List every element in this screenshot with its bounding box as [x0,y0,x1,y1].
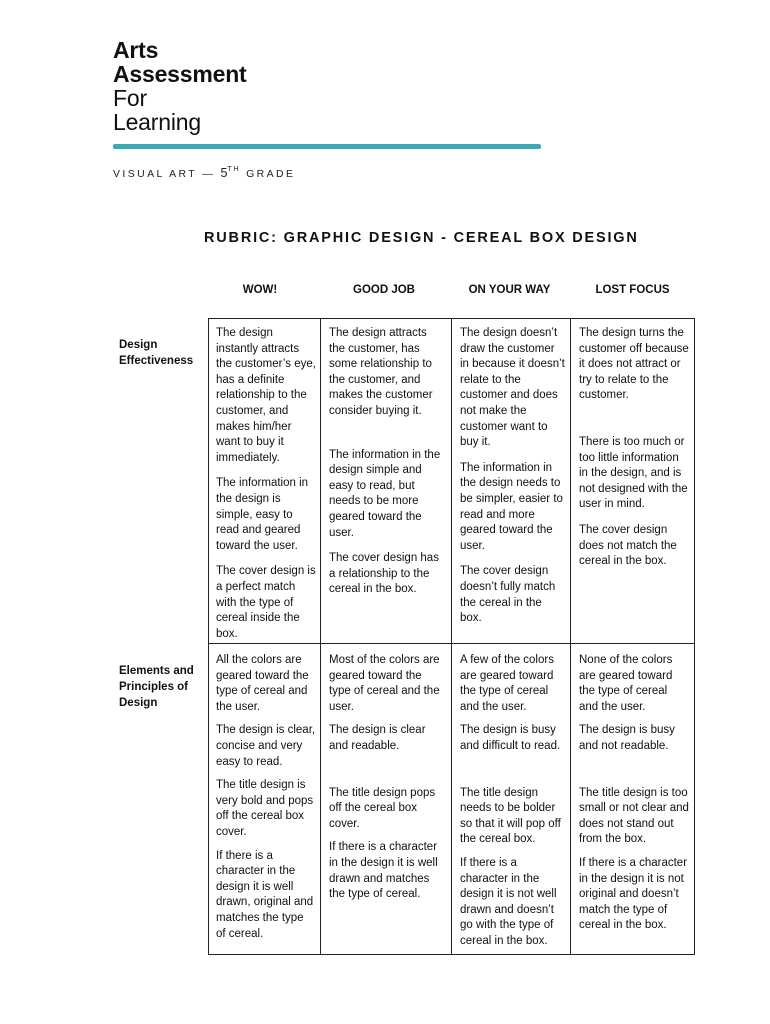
rubric-title: RUBRIC: GRAPHIC DESIGN - CEREAL BOX DESIGN [204,230,639,246]
cell-paragraph: The design turns the customer off because it does not attract or try to relate to the customer. [579,327,689,402]
row-label-line: Principles of [119,681,189,693]
cell-paragraph: The title design pops off the cereal box cover. [329,786,436,830]
column-divider [320,318,321,955]
cell-paragraph: Most of the colors are geared toward the type of cereal and the user. [329,654,440,713]
row-label-line: Design [119,339,158,351]
cell-paragraph: If there is a character in the design it is well drawn, original and matches the type of cereal. [216,849,314,940]
table-cell [329,326,444,598]
table-cell [579,326,689,570]
row-label-line: Elements and [119,665,194,677]
row-divider [208,643,695,644]
row-label-design-effectiveness [119,337,193,369]
cell-paragraph: The title design is very bold and pops off the cereal box cover. [216,779,314,838]
subject-label: VISUAL ART — [113,168,221,180]
cell-paragraph: The design instantly attracts the customer’s eye, has a definite relationship to the customer, and makes him/her want to buy it immediately. [216,327,316,464]
cell-paragraph: If there is a character in the design it is not well drawn and doesn’t go with the type of cereal in the box. [460,856,557,947]
cell-paragraph: The cover design has a relationship to the cereal in the box. [329,552,439,596]
table-cell [579,653,689,934]
cell-paragraph: None of the colors are geared toward the type of cereal and the user. [579,654,673,713]
column-divider [451,318,452,955]
logo-line-for: For [113,85,147,111]
logo-line-assessment: Assessment [113,61,247,87]
cell-paragraph: If there is a character in the design it is not original and doesn’t match the type of cereal in the box. [579,856,688,932]
cell-paragraph: The title design needs to be bolder so that it will pop off the cereal box. [460,786,561,846]
cell-paragraph: The design doesn’t draw the customer in because it doesn’t relate to the customer and does not make the customer want to buy it. [460,327,565,449]
cell-paragraph: All the colors are geared toward the type of cereal and the user. [216,654,309,713]
cell-paragraph: The design is busy and difficult to read. [460,724,561,752]
cell-paragraph: The information in the design needs to be simpler, easier to read and more geared toward the user. [460,461,563,552]
logo [113,38,293,134]
table-cell [216,326,316,642]
row-label-line: Design [119,697,158,709]
accent-rule [113,144,541,149]
cell-paragraph: A few of the colors are geared toward the type of cereal and the user. [460,654,554,713]
grade-suffix: TH [227,166,241,173]
grade-word: GRADE [240,168,296,180]
column-header-on-your-way: ON YOUR WAY [468,284,551,296]
row-label-elements-principles [119,663,194,711]
cell-paragraph: The cover design doesn’t fully match the cereal in the box. [460,565,556,625]
column-header-lost-focus: LOST FOCUS [595,284,670,296]
cell-paragraph: The design attracts the customer, has some relationship to the customer, and makes the customer consider buying it. [329,327,433,417]
table-cell [460,653,566,950]
cell-paragraph: The design is clear, concise and very easy to read. [216,724,316,768]
cell-paragraph: The cover design is a perfect match with the type of cereal inside the box. [216,565,316,640]
cell-paragraph: The information in the design is simple, easy to read and geared toward the user. [216,477,309,552]
cell-paragraph: If there is a character in the design it is well drawn and matches the type of cereal. [329,841,438,901]
table-cell [329,653,444,903]
row-label-line: Effectiveness [119,355,194,367]
cell-paragraph: The information in the design simple and easy to read, but needs to be more geared toward the user. [329,448,441,539]
logo-line-arts: Arts [113,37,159,63]
table-cell [460,326,566,627]
grade-header [113,166,295,180]
cell-paragraph: The cover design does not match the cereal in the box. [579,523,677,568]
cell-paragraph: The design is clear and readable. [329,724,426,752]
cell-paragraph: There is too much or too little information in the design, and is not designed with the user in mind. [579,435,688,511]
logo-line-learning: Learning [113,109,201,135]
column-divider [570,318,571,955]
cell-paragraph: The design is busy and not readable. [579,724,675,752]
column-header-good-job: GOOD JOB [353,284,415,296]
cell-paragraph: The title design is too small or not clear and does not stand out from the box. [579,786,689,846]
grade-number: 5 [220,166,228,180]
column-header-wow: WOW! [242,284,278,296]
table-cell [216,653,316,942]
